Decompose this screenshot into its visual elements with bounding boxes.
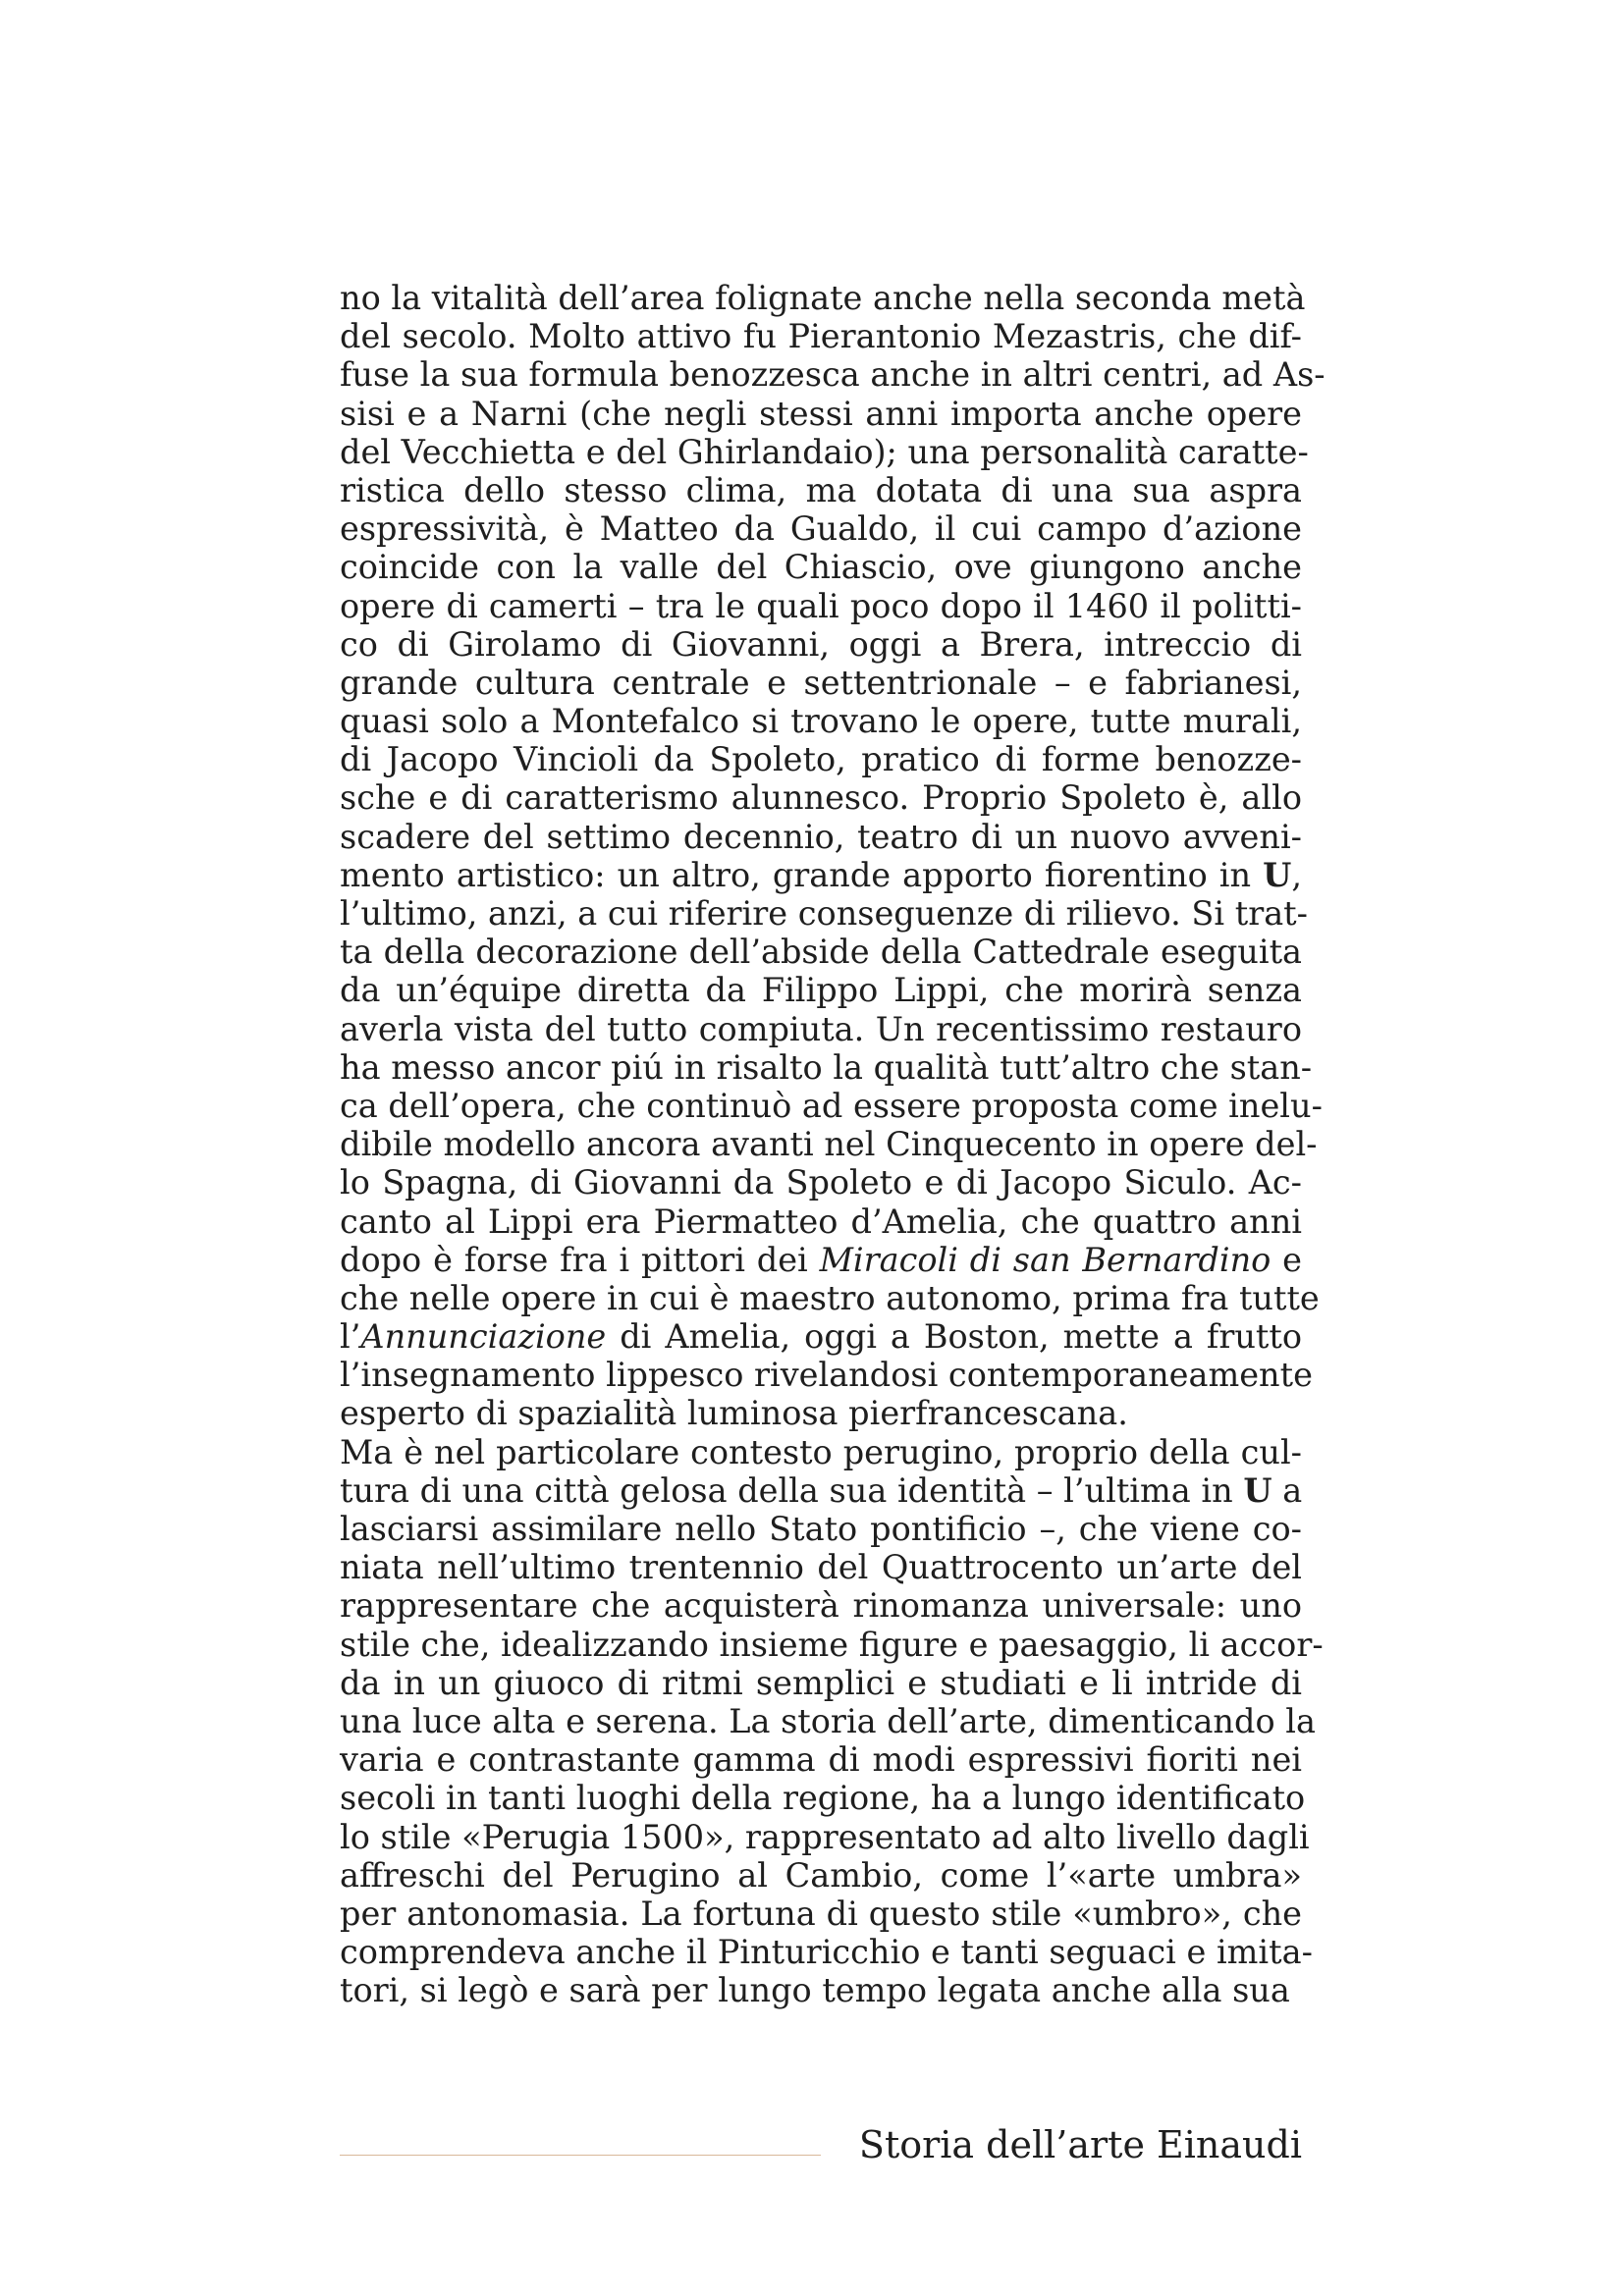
text-run: comprendeva anche il Pinturicchio e tanti seguaci e imita- bbox=[340, 1933, 1313, 1972]
text-line bbox=[340, 894, 1308, 933]
text-line bbox=[340, 1471, 1302, 1510]
text-line bbox=[340, 317, 1302, 355]
text-line bbox=[340, 509, 1302, 548]
text-line bbox=[340, 279, 1306, 317]
text-line bbox=[340, 1586, 1302, 1625]
text-line bbox=[340, 1779, 1306, 1818]
text-line bbox=[340, 1047, 1313, 1087]
text-line bbox=[340, 1433, 1302, 1471]
text-line bbox=[340, 395, 1302, 433]
text-run: sche e di caratterismo alunnesco. Proprio Spoleto è, allo bbox=[340, 778, 1302, 818]
text-run: ristica dello stesso clima, ma dotata di una sua aspra bbox=[340, 470, 1302, 509]
text-run: lo Spagna, di Giovanni da Spoleto e di Jacopo Siculo. Ac- bbox=[340, 1163, 1302, 1202]
text-run: del secolo. Molto attivo fu Pierantonio Mezastris, che dif- bbox=[340, 317, 1302, 356]
text-line bbox=[340, 1241, 1302, 1279]
text-line bbox=[340, 1740, 1302, 1779]
text-line bbox=[340, 1701, 1316, 1740]
text-run: ha messo ancor piú in risalto la qualità tutt’altro che stan- bbox=[340, 1047, 1313, 1087]
text-run: Ma è nel particolare contesto perugino, proprio della cul- bbox=[340, 1432, 1302, 1471]
text-line bbox=[340, 1010, 1302, 1048]
text-run: rappresentare che acquisterà rinomanza universale: uno bbox=[340, 1586, 1302, 1626]
text-run: dibile modello ancora avanti nel Cinquecento in opere del- bbox=[340, 1125, 1318, 1164]
footer-rule bbox=[340, 2155, 821, 2156]
text-run: co di Girolamo di Giovanni, oggi a Brera, intreccio di bbox=[340, 624, 1302, 664]
text-run: no la vitalità dell’area folignate anche nella seconda metà bbox=[340, 279, 1306, 317]
text-run: stile che, idealizzando insieme figure e paesaggio, li accor- bbox=[340, 1625, 1324, 1664]
italic-title: Miracoli di san Bernardino bbox=[819, 1240, 1271, 1279]
text-line bbox=[340, 702, 1302, 740]
text-run: tori, si legò e sarà per lungo tempo legata anche alla sua bbox=[340, 1971, 1290, 2010]
text-run: l’insegnamento lippesco rivelandosi contemporaneamente bbox=[340, 1356, 1313, 1395]
text-line bbox=[340, 1278, 1320, 1317]
text-run: sisi e a Narni (che negli stessi anni importa anche opere bbox=[340, 394, 1302, 433]
text-run: ca dell’opera, che continuò ad essere proposta come inelu- bbox=[340, 1086, 1323, 1125]
text-line bbox=[340, 818, 1302, 856]
text-line bbox=[340, 971, 1302, 1009]
text-run: l’ bbox=[340, 1317, 361, 1357]
body-text bbox=[340, 279, 1325, 2010]
text-run: varia e contrastante gamma di modi espressivi fioriti nei bbox=[340, 1740, 1302, 1780]
text-run: da un’équipe diretta da Filippo Lippi, che morirà senza bbox=[340, 971, 1302, 1010]
bold-abbreviation: U bbox=[1263, 855, 1292, 894]
text-line bbox=[340, 1933, 1313, 1972]
text-run: affreschi del Perugino al Cambio, come l’«arte umbra» bbox=[340, 1855, 1302, 1895]
text-line bbox=[340, 355, 1325, 395]
text-run: opere di camerti – tra le quali poco dopo il 1460 il politti- bbox=[340, 586, 1302, 625]
text-run: scadere del settimo decennio, teatro di un nuovo avveni- bbox=[340, 817, 1302, 856]
text-line bbox=[340, 625, 1302, 664]
text-line bbox=[340, 1317, 1302, 1356]
text-line bbox=[340, 856, 1302, 894]
text-line bbox=[340, 587, 1302, 625]
text-line bbox=[340, 740, 1302, 778]
text-run: per antonomasia. La fortuna di questo stile «umbro», che bbox=[340, 1894, 1302, 1933]
text-line bbox=[340, 1163, 1302, 1201]
footer-title: Storia dell’arte Einaudi bbox=[858, 2123, 1302, 2166]
text-run: di Amelia, oggi a Boston, mette a frutto bbox=[606, 1317, 1302, 1357]
text-run: quasi solo a Montefalco si trovano le opere, tutte murali, bbox=[340, 702, 1302, 741]
text-line bbox=[340, 1625, 1324, 1664]
text-run: ta della decorazione dell’abside della Cattedrale eseguita bbox=[340, 933, 1302, 972]
text-line bbox=[340, 471, 1302, 509]
text-run: espressività, è Matteo da Gualdo, il cui campo d’azione bbox=[340, 509, 1302, 549]
text-run: una luce alta e serena. La storia dell’arte, dimenticando la bbox=[340, 1701, 1316, 1740]
text-line bbox=[340, 664, 1302, 702]
text-line bbox=[340, 432, 1309, 471]
bold-abbreviation: U bbox=[1243, 1470, 1272, 1510]
text-run: niata nell’ultimo trentennio del Quattrocento un’arte del bbox=[340, 1548, 1302, 1587]
text-run: secoli in tanti luoghi della regione, ha a lungo identificato bbox=[340, 1779, 1306, 1818]
italic-title: Annunciazione bbox=[360, 1317, 607, 1357]
text-run: dopo è forse fra i pittori dei bbox=[340, 1240, 820, 1279]
text-line bbox=[340, 1356, 1313, 1395]
text-run: lasciarsi assimilare nello Stato pontificio –, che viene co- bbox=[340, 1510, 1302, 1548]
text-line bbox=[340, 1125, 1318, 1164]
text-line bbox=[340, 933, 1302, 971]
text-line bbox=[340, 548, 1302, 586]
text-line bbox=[340, 778, 1302, 817]
text-run: fuse la sua formula benozzesca anche in altri centri, ad As- bbox=[340, 355, 1325, 395]
text-line bbox=[340, 1817, 1310, 1856]
text-run: esperto di spazialità luminosa pierfrancescana. bbox=[340, 1394, 1128, 1433]
text-line bbox=[340, 1510, 1302, 1548]
text-line bbox=[340, 1548, 1302, 1586]
text-run: lo stile «Perugia 1500», rappresentato ad alto livello dagli bbox=[340, 1817, 1310, 1856]
text-run: a bbox=[1271, 1470, 1303, 1510]
text-run: averla vista del tutto compiuta. Un recentissimo restauro bbox=[340, 1009, 1302, 1048]
text-run: di Jacopo Vincioli da Spoleto, pratico di forme benozze- bbox=[340, 740, 1302, 779]
text-line bbox=[340, 1856, 1302, 1895]
text-run: da in un giuoco di ritmi semplici e studiati e li intride di bbox=[340, 1663, 1302, 1702]
text-run: e bbox=[1271, 1240, 1302, 1279]
text-run: canto al Lippi era Piermatteo d’Amelia, che quattro anni bbox=[340, 1201, 1302, 1241]
text-run: mento artistico: un altro, grande apporto fiorentino in bbox=[340, 855, 1264, 894]
text-run: , bbox=[1291, 855, 1302, 894]
text-run: che nelle opere in cui è maestro autonomo, prima fra tutte bbox=[340, 1278, 1320, 1317]
text-line bbox=[340, 1394, 1302, 1432]
text-run: grande cultura centrale e settentrionale – e fabrianesi, bbox=[340, 663, 1302, 702]
text-run: coincide con la valle del Chiascio, ove giungono anche bbox=[340, 548, 1302, 587]
text-line bbox=[340, 1086, 1323, 1125]
text-run: del Vecchietta e del Ghirlandaio); una personalità caratte- bbox=[340, 432, 1309, 471]
text-run: tura di una città gelosa della sua identità – l’ultima in bbox=[340, 1470, 1244, 1510]
text-line bbox=[340, 1664, 1302, 1702]
text-line bbox=[340, 1895, 1302, 1933]
text-line bbox=[340, 1971, 1302, 2009]
text-line bbox=[340, 1202, 1302, 1241]
text-run: l’ultimo, anzi, a cui riferire conseguenze di rilievo. Si trat- bbox=[340, 894, 1308, 933]
